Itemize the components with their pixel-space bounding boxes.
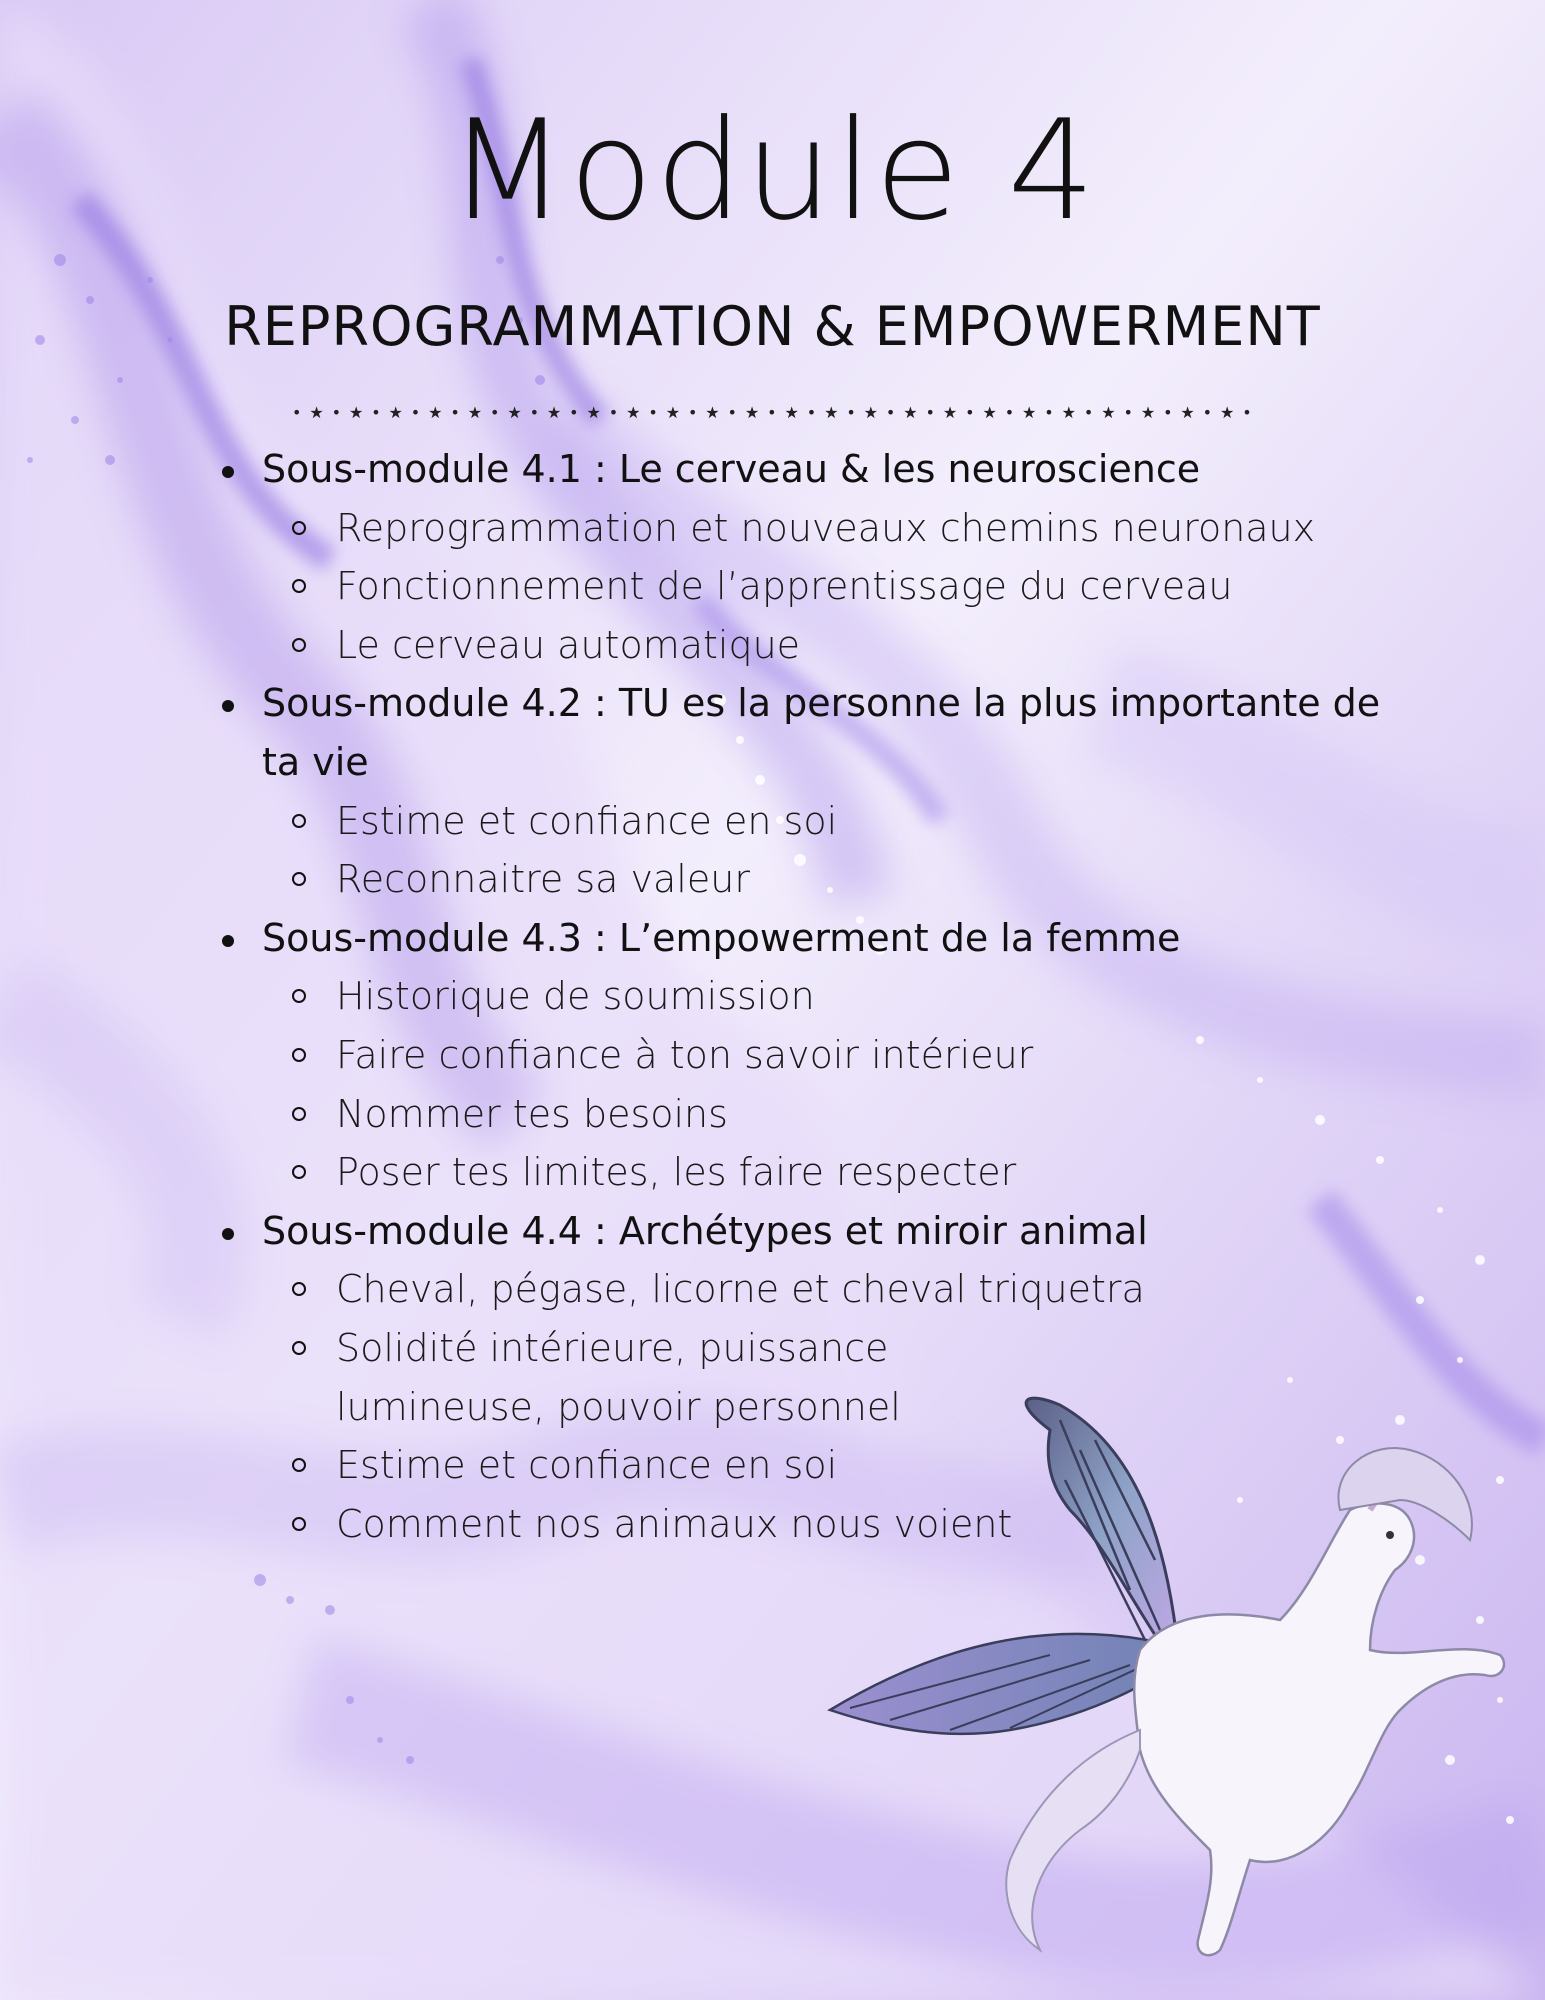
divider-dot: • — [529, 402, 539, 422]
divider-star-icon: ★ — [1220, 402, 1235, 422]
divider-star-icon: ★ — [467, 402, 483, 422]
divider-star-icon: ★ — [309, 402, 324, 422]
divider-dot: • — [410, 402, 421, 422]
divider-dot: • — [648, 402, 658, 422]
divider-star-icon: ★ — [626, 402, 641, 422]
divider-star-icon: ★ — [1140, 402, 1156, 422]
topic-item: Cheval, pégase, licorne et cheval triquetra — [336, 1260, 1382, 1319]
topic-list — [262, 967, 1382, 1201]
divider-star-icon: ★ — [428, 402, 443, 422]
divider-dot: • — [1044, 402, 1054, 422]
divider-star-icon: ★ — [784, 402, 799, 422]
divider-dot: • — [687, 402, 698, 422]
topic-item: Nommer tes besoins — [336, 1085, 1382, 1144]
divider-star-icon: ★ — [705, 402, 720, 422]
topic-item: Estime et confiance en soi — [336, 792, 1382, 851]
section-4-3 — [212, 909, 1382, 1202]
divider-star-icon: ★ — [348, 402, 364, 422]
topic-item: Le cerveau automatique — [336, 616, 1382, 675]
divider-dot: • — [727, 402, 737, 422]
topic-item: Reprogrammation et nouveaux chemins neuronaux — [336, 499, 1382, 558]
divider-dot: • — [1123, 402, 1133, 422]
divider-star-icon: ★ — [546, 402, 562, 422]
divider-dot: • — [371, 402, 381, 422]
divider-star-icon: ★ — [1101, 402, 1116, 422]
section-title: Sous-module 4.1 : Le cerveau & les neuroscience — [262, 447, 1201, 491]
star-divider — [292, 400, 1252, 424]
divider-star-icon: ★ — [744, 402, 760, 422]
module-title: Module 4 — [447, 90, 1098, 251]
section-title: Sous-module 4.2 : TU es la personne la plus importante de ta vie — [262, 681, 1381, 784]
divider-dot: • — [1242, 402, 1252, 422]
divider-dot: • — [489, 402, 500, 422]
topic-item: Estime et confiance en soi — [336, 1436, 1382, 1495]
section-4-1 — [212, 440, 1382, 674]
module-outline — [212, 440, 1382, 1553]
divider-dot: • — [569, 402, 579, 422]
section-4-2 — [212, 674, 1382, 908]
module-subtitle: REPROGRAMMATION & EMPOWERMENT — [224, 295, 1321, 358]
divider-star-icon: ★ — [1061, 402, 1076, 422]
topic-item: Solidité intérieure, puissance lumineuse, pouvoir personnel — [336, 1319, 1382, 1436]
divider-dot: • — [846, 402, 856, 422]
divider-star-icon: ★ — [1022, 402, 1037, 422]
divider-dot: • — [292, 402, 302, 422]
divider-dot: • — [450, 402, 460, 422]
topic-item: Faire confiance à ton savoir intérieur — [336, 1026, 1382, 1085]
winged-unicorn-illustration — [810, 1390, 1530, 1990]
divider-dot: • — [806, 402, 817, 422]
topic-list — [262, 499, 1382, 675]
divider-star-icon: ★ — [586, 402, 601, 422]
divider-dot: • — [925, 402, 935, 422]
topic-list — [262, 792, 1382, 909]
divider-dot: • — [1163, 402, 1173, 422]
divider-star-icon: ★ — [982, 402, 997, 422]
divider-star-icon: ★ — [863, 402, 878, 422]
divider-star-icon: ★ — [903, 402, 918, 422]
section-title: Sous-module 4.3 : L’empowerment de la femme — [262, 915, 1181, 960]
wing-upper-icon — [1026, 1398, 1180, 1670]
divider-dot: • — [1202, 402, 1213, 422]
divider-star-icon: ★ — [942, 402, 958, 422]
divider-dot: • — [885, 402, 896, 422]
topic-item: Poser tes limites, les faire respecter — [336, 1143, 1382, 1202]
topic-item: Comment nos animaux nous voient — [336, 1495, 1382, 1554]
topic-item: Historique de soumission — [336, 967, 1382, 1026]
topic-item: Fonctionnement de l’apprentissage du cerveau — [336, 557, 1382, 616]
divider-star-icon: ★ — [507, 402, 522, 422]
divider-star-icon: ★ — [1180, 402, 1195, 422]
divider-dot: • — [1083, 402, 1094, 422]
divider-dot: • — [1004, 402, 1015, 422]
divider-star-icon: ★ — [388, 402, 403, 422]
section-title: Sous-module 4.4 : Archétypes et miroir animal — [262, 1208, 1148, 1253]
divider-star-icon: ★ — [824, 402, 839, 422]
divider-dot: • — [767, 402, 777, 422]
divider-dot: • — [608, 402, 619, 422]
divider-dot: • — [331, 402, 342, 422]
divider-star-icon: ★ — [665, 402, 681, 422]
topic-item: Reconnaitre sa valeur — [336, 850, 1382, 909]
divider-dot: • — [965, 402, 975, 422]
